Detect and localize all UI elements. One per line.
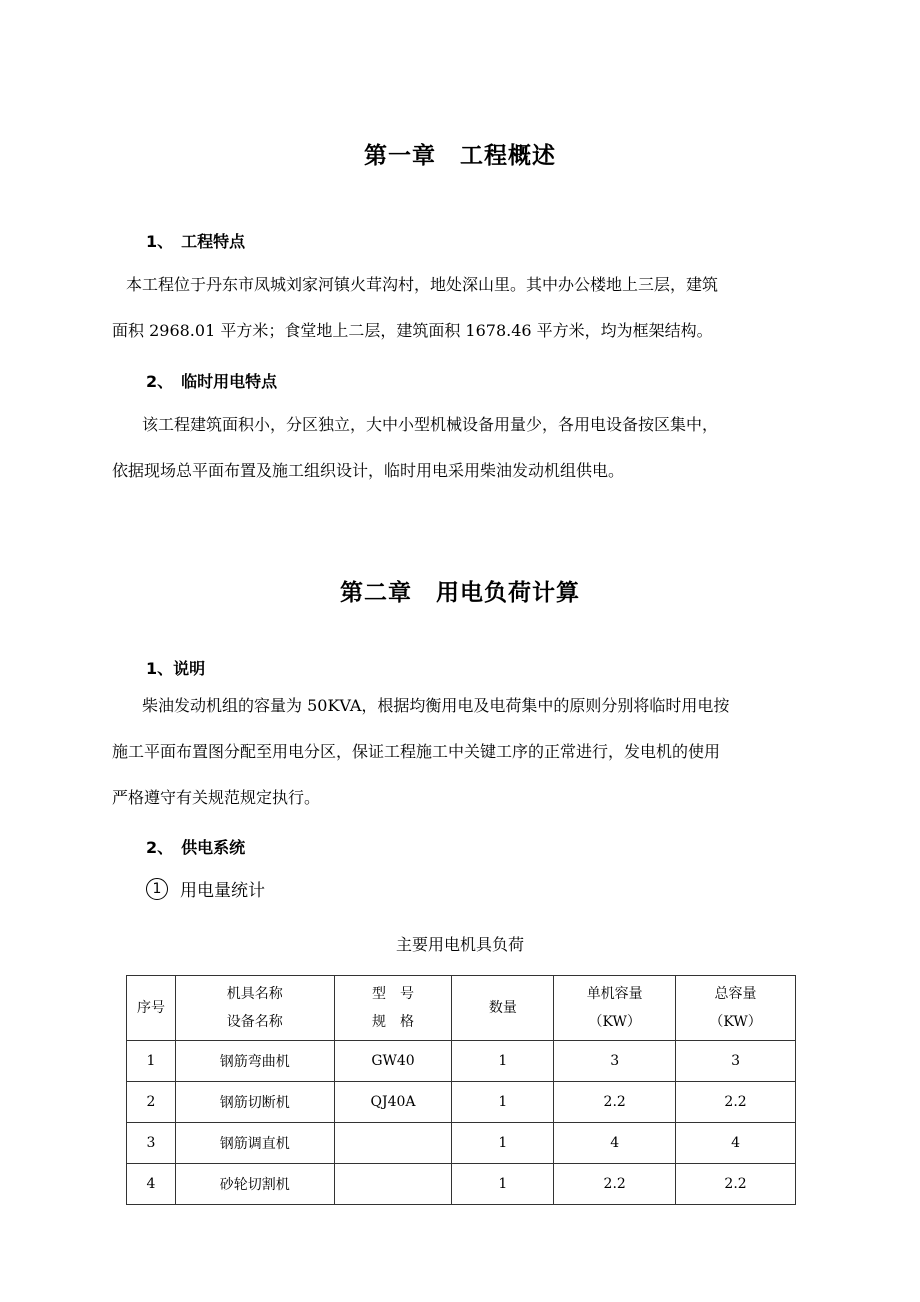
paragraph-line: 该工程建筑面积小，分区独立，大中小型机械设备用量少，各用电设备按区集中，: [142, 415, 719, 434]
cell-model: GW40: [334, 1041, 452, 1082]
cell-index: 4: [127, 1164, 176, 1205]
cell-total-capacity: 4: [676, 1123, 796, 1164]
cell-total-capacity: 2.2: [676, 1164, 796, 1205]
section-temporary-power-features: 2、 临时用电特点: [146, 372, 278, 391]
chapter-1-title: 第一章 工程概述: [364, 143, 556, 169]
cell-unit-capacity: 3: [554, 1041, 676, 1082]
subsection-label: 用电量统计: [180, 881, 265, 901]
section-power-supply-system: 2、 供电系统: [146, 838, 246, 857]
table-row: [127, 1123, 796, 1164]
header-model: 型 号 规 格: [334, 976, 452, 1041]
chapter-2-title: 第二章 用电负荷计算: [340, 580, 580, 606]
header-index: 序号: [127, 976, 176, 1041]
cell-quantity: 1: [452, 1164, 554, 1205]
cell-name: 钢筋调直机: [175, 1123, 334, 1164]
table-row: [127, 1041, 796, 1082]
cell-index: 1: [127, 1041, 176, 1082]
equipment-load-table: [126, 975, 796, 1205]
cell-name: 钢筋切断机: [175, 1082, 334, 1123]
header-unit-capacity: 单机容量 （KW）: [554, 976, 676, 1041]
cell-total-capacity: 3: [676, 1041, 796, 1082]
cell-unit-capacity: 2.2: [554, 1082, 676, 1123]
paragraph-line: 柴油发动机组的容量为 50KVA，根据均衡用电及电荷集中的原则分别将临时用电按: [142, 696, 730, 715]
cell-unit-capacity: 4: [554, 1123, 676, 1164]
paragraph-line: 施工平面布置图分配至用电分区，保证工程施工中关键工序的正常进行，发电机的使用: [112, 742, 721, 761]
table-header-row: [127, 976, 796, 1041]
table-row: [127, 1082, 796, 1123]
cell-model: [334, 1164, 452, 1205]
paragraph-line: 依据现场总平面布置及施工组织设计，临时用电采用柴油发动机组供电。: [112, 461, 625, 480]
cell-total-capacity: 2.2: [676, 1082, 796, 1123]
subsection-power-statistics: [146, 876, 265, 901]
table-row: [127, 1164, 796, 1205]
cell-index: 3: [127, 1123, 176, 1164]
cell-quantity: 1: [452, 1041, 554, 1082]
header-quantity: 数量: [452, 976, 554, 1041]
paragraph-line: 严格遵守有关规范规定执行。: [112, 788, 321, 807]
cell-unit-capacity: 2.2: [554, 1164, 676, 1205]
paragraph-project-description: [112, 262, 824, 354]
cell-model: QJ40A: [334, 1082, 452, 1123]
table-caption: 主要用电机具负荷: [395, 935, 524, 954]
section-engineering-features: 1、 工程特点: [146, 232, 246, 251]
cell-quantity: 1: [452, 1123, 554, 1164]
circled-number-icon: 1: [146, 878, 168, 900]
paragraph-line: 本工程位于丹东市凤城刘家河镇火茸沟村，地处深山里。其中办公楼地上三层，建筑: [126, 275, 719, 294]
section-explanation: 1、说明: [146, 659, 206, 678]
cell-quantity: 1: [452, 1082, 554, 1123]
paragraph-explanation: [112, 683, 824, 821]
cell-name: 砂轮切割机: [175, 1164, 334, 1205]
paragraph-line: 面积 2968.01 平方米；食堂地上二层，建筑面积 1678.46 平方米，均为框架结构。: [112, 321, 713, 340]
header-equipment-name: 机具名称 设备名称: [175, 976, 334, 1041]
cell-name: 钢筋弯曲机: [175, 1041, 334, 1082]
paragraph-power-features: [112, 402, 824, 494]
cell-index: 2: [127, 1082, 176, 1123]
cell-model: [334, 1123, 452, 1164]
header-total-capacity: 总容量 （KW）: [676, 976, 796, 1041]
